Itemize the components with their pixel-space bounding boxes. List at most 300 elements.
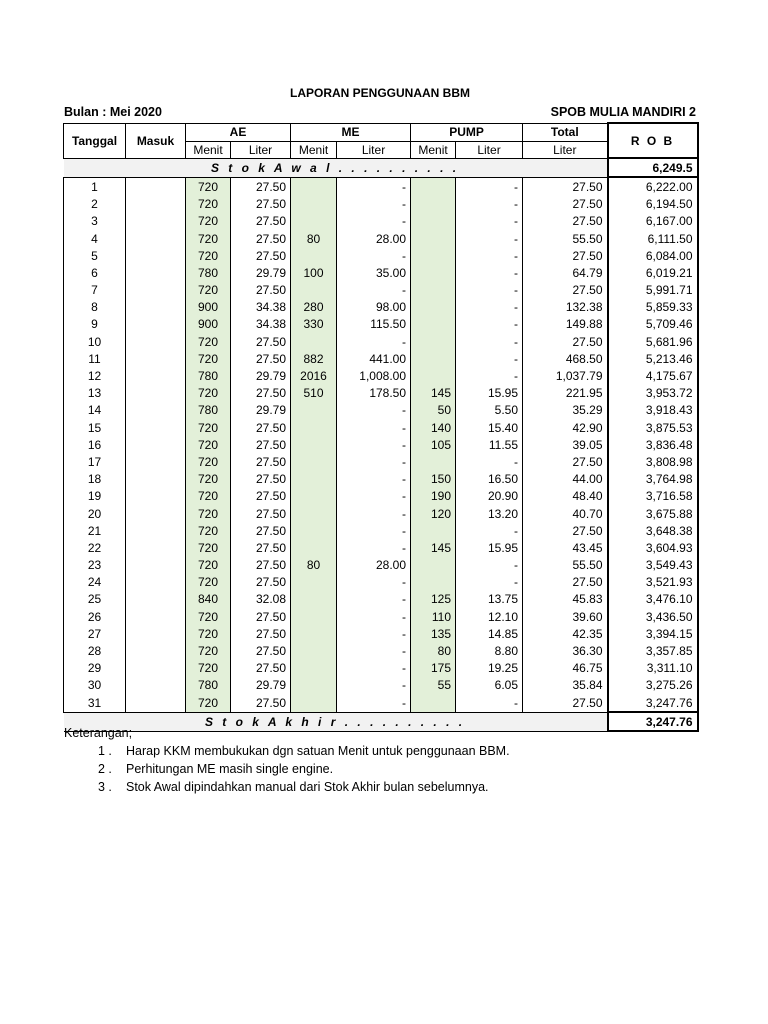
- table-row: [64, 471, 698, 488]
- cell-rob: 6,019.21: [608, 264, 698, 281]
- cell-me-menit: [291, 419, 337, 436]
- cell-me-liter: -: [337, 539, 411, 556]
- table-row: [64, 488, 698, 505]
- cell-ae-menit: 720: [186, 196, 231, 213]
- cell-pump-menit: [411, 196, 456, 213]
- cell-ae-liter: 32.08: [231, 591, 291, 608]
- cell-pump-menit: 55: [411, 677, 456, 694]
- cell-rob: 3,549.43: [608, 557, 698, 574]
- cell-rob: 3,275.26: [608, 677, 698, 694]
- cell-me-liter: 178.50: [337, 385, 411, 402]
- table-row: [64, 608, 698, 625]
- col-header-masuk: Masuk: [126, 123, 186, 158]
- cell-tanggal: 10: [64, 333, 126, 350]
- cell-me-liter: -: [337, 453, 411, 470]
- cell-tanggal: 31: [64, 694, 126, 712]
- cell-tanggal: 29: [64, 660, 126, 677]
- cell-tanggal: 30: [64, 677, 126, 694]
- cell-pump-liter: -: [456, 350, 523, 367]
- table-row: [64, 642, 698, 659]
- cell-masuk: [126, 522, 186, 539]
- cell-pump-menit: [411, 299, 456, 316]
- cell-pump-menit: [411, 557, 456, 574]
- cell-ae-menit: 720: [186, 385, 231, 402]
- cell-total-liter: 43.45: [523, 539, 608, 556]
- cell-ae-liter: 34.38: [231, 299, 291, 316]
- col-header-ae: AE: [186, 123, 291, 141]
- table-row: [64, 574, 698, 591]
- cell-ae-liter: 27.50: [231, 625, 291, 642]
- cell-tanggal: 21: [64, 522, 126, 539]
- report-title: LAPORAN PENGGUNAAN BBM: [290, 86, 470, 100]
- subheader-pump-liter: Liter: [456, 141, 523, 158]
- cell-tanggal: 15: [64, 419, 126, 436]
- cell-masuk: [126, 333, 186, 350]
- cell-ae-menit: 720: [186, 488, 231, 505]
- notes-heading: Keterangan;: [64, 726, 133, 740]
- cell-tanggal: 16: [64, 436, 126, 453]
- table-row: [64, 591, 698, 608]
- cell-rob: 3,918.43: [608, 402, 698, 419]
- table-row: [64, 660, 698, 677]
- cell-rob: 6,167.00: [608, 213, 698, 230]
- cell-pump-liter: 13.20: [456, 505, 523, 522]
- cell-me-liter: -: [337, 282, 411, 299]
- cell-pump-menit: [411, 177, 456, 195]
- table-row: [64, 282, 698, 299]
- cell-me-liter: -: [337, 677, 411, 694]
- table-row: [64, 316, 698, 333]
- cell-me-menit: [291, 608, 337, 625]
- cell-me-liter: -: [337, 625, 411, 642]
- cell-masuk: [126, 299, 186, 316]
- cell-ae-liter: 27.50: [231, 333, 291, 350]
- cell-masuk: [126, 539, 186, 556]
- table-row: [64, 230, 698, 247]
- cell-pump-liter: -: [456, 367, 523, 384]
- cell-rob: 3,675.88: [608, 505, 698, 522]
- cell-rob: 3,311.10: [608, 660, 698, 677]
- cell-me-menit: [291, 453, 337, 470]
- cell-masuk: [126, 350, 186, 367]
- cell-me-menit: [291, 642, 337, 659]
- cell-ae-menit: 720: [186, 230, 231, 247]
- cell-rob: 3,808.98: [608, 453, 698, 470]
- cell-me-menit: 510: [291, 385, 337, 402]
- table-row: [64, 436, 698, 453]
- cell-ae-liter: 27.50: [231, 694, 291, 712]
- cell-tanggal: 1: [64, 177, 126, 195]
- cell-ae-menit: 720: [186, 282, 231, 299]
- cell-masuk: [126, 453, 186, 470]
- cell-pump-liter: 15.40: [456, 419, 523, 436]
- cell-masuk: [126, 367, 186, 384]
- cell-pump-liter: 15.95: [456, 539, 523, 556]
- cell-ae-menit: 780: [186, 402, 231, 419]
- cell-pump-liter: 15.95: [456, 385, 523, 402]
- cell-pump-liter: 14.85: [456, 625, 523, 642]
- cell-pump-menit: [411, 230, 456, 247]
- cell-tanggal: 13: [64, 385, 126, 402]
- cell-ae-menit: 720: [186, 608, 231, 625]
- subheader-me-menit: Menit: [291, 141, 337, 158]
- note-item: [64, 742, 510, 760]
- table-row: [64, 367, 698, 384]
- cell-pump-menit: [411, 333, 456, 350]
- cell-masuk: [126, 694, 186, 712]
- cell-pump-menit: [411, 367, 456, 384]
- note-item: [64, 760, 510, 778]
- cell-pump-menit: 110: [411, 608, 456, 625]
- cell-pump-menit: 175: [411, 660, 456, 677]
- cell-me-liter: 35.00: [337, 264, 411, 281]
- cell-ae-liter: 29.79: [231, 367, 291, 384]
- table-row: [64, 522, 698, 539]
- cell-me-liter: -: [337, 419, 411, 436]
- cell-tanggal: 22: [64, 539, 126, 556]
- cell-me-menit: [291, 660, 337, 677]
- cell-tanggal: 28: [64, 642, 126, 659]
- cell-ae-liter: 27.50: [231, 282, 291, 299]
- cell-pump-liter: -: [456, 196, 523, 213]
- cell-tanggal: 27: [64, 625, 126, 642]
- cell-ae-liter: 27.50: [231, 196, 291, 213]
- cell-total-liter: 55.50: [523, 230, 608, 247]
- cell-masuk: [126, 419, 186, 436]
- cell-ae-liter: 27.50: [231, 574, 291, 591]
- note-text: Harap KKM membukukan dgn satuan Menit untuk penggunaan BBM.: [126, 744, 510, 758]
- cell-me-menit: [291, 282, 337, 299]
- cell-ae-menit: 900: [186, 299, 231, 316]
- cell-total-liter: 221.95: [523, 385, 608, 402]
- cell-tanggal: 8: [64, 299, 126, 316]
- cell-masuk: [126, 316, 186, 333]
- table-row: [64, 333, 698, 350]
- cell-me-menit: [291, 539, 337, 556]
- stok-awal-row: [64, 158, 698, 177]
- cell-masuk: [126, 660, 186, 677]
- cell-ae-menit: 780: [186, 677, 231, 694]
- cell-pump-liter: 6.05: [456, 677, 523, 694]
- cell-pump-liter: 16.50: [456, 471, 523, 488]
- cell-ae-menit: 720: [186, 642, 231, 659]
- cell-me-liter: -: [337, 608, 411, 625]
- note-text: Stok Awal dipindahkan manual dari Stok Akhir bulan sebelumnya.: [126, 780, 489, 794]
- cell-rob: 3,247.76: [608, 694, 698, 712]
- cell-masuk: [126, 574, 186, 591]
- cell-tanggal: 23: [64, 557, 126, 574]
- cell-masuk: [126, 625, 186, 642]
- cell-pump-menit: [411, 247, 456, 264]
- cell-ae-menit: 720: [186, 574, 231, 591]
- stok-akhir-value: 3,247.76: [608, 712, 698, 731]
- col-header-me: ME: [291, 123, 411, 141]
- subheader-me-liter: Liter: [337, 141, 411, 158]
- cell-tanggal: 18: [64, 471, 126, 488]
- cell-pump-liter: -: [456, 247, 523, 264]
- cell-tanggal: 26: [64, 608, 126, 625]
- cell-me-liter: -: [337, 694, 411, 712]
- cell-rob: 3,604.93: [608, 539, 698, 556]
- cell-masuk: [126, 557, 186, 574]
- cell-me-menit: [291, 177, 337, 195]
- cell-rob: 3,648.38: [608, 522, 698, 539]
- table-row: [64, 177, 698, 195]
- cell-total-liter: 27.50: [523, 196, 608, 213]
- cell-rob: 3,436.50: [608, 608, 698, 625]
- cell-pump-liter: -: [456, 574, 523, 591]
- col-header-rob: R O B: [608, 123, 698, 158]
- cell-rob: 5,859.33: [608, 299, 698, 316]
- cell-pump-liter: 5.50: [456, 402, 523, 419]
- cell-rob: 5,681.96: [608, 333, 698, 350]
- cell-me-menit: [291, 625, 337, 642]
- cell-ae-menit: 720: [186, 522, 231, 539]
- cell-ae-liter: 27.50: [231, 557, 291, 574]
- cell-total-liter: 35.84: [523, 677, 608, 694]
- daily-rows: [64, 177, 698, 712]
- cell-ae-liter: 27.50: [231, 522, 291, 539]
- report-month: Bulan : Mei 2020: [64, 105, 162, 119]
- cell-me-menit: 280: [291, 299, 337, 316]
- cell-tanggal: 17: [64, 453, 126, 470]
- cell-rob: 5,991.71: [608, 282, 698, 299]
- cell-tanggal: 5: [64, 247, 126, 264]
- cell-tanggal: 25: [64, 591, 126, 608]
- cell-pump-liter: -: [456, 230, 523, 247]
- cell-me-menit: 80: [291, 557, 337, 574]
- subheader-ae-liter: Liter: [231, 141, 291, 158]
- cell-ae-liter: 27.50: [231, 385, 291, 402]
- cell-rob: 6,194.50: [608, 196, 698, 213]
- cell-total-liter: 27.50: [523, 247, 608, 264]
- cell-ae-menit: 840: [186, 591, 231, 608]
- cell-masuk: [126, 591, 186, 608]
- cell-masuk: [126, 402, 186, 419]
- cell-ae-liter: 27.50: [231, 213, 291, 230]
- cell-total-liter: 468.50: [523, 350, 608, 367]
- cell-total-liter: 27.50: [523, 694, 608, 712]
- cell-ae-menit: 720: [186, 350, 231, 367]
- cell-me-menit: [291, 333, 337, 350]
- cell-pump-liter: -: [456, 264, 523, 281]
- cell-ae-liter: 29.79: [231, 677, 291, 694]
- cell-me-menit: [291, 488, 337, 505]
- cell-pump-menit: [411, 264, 456, 281]
- cell-ae-liter: 27.50: [231, 247, 291, 264]
- table-row: [64, 625, 698, 642]
- cell-pump-menit: 150: [411, 471, 456, 488]
- table-row: [64, 539, 698, 556]
- table-row: [64, 694, 698, 712]
- cell-total-liter: 27.50: [523, 282, 608, 299]
- cell-rob: 6,111.50: [608, 230, 698, 247]
- cell-rob: 3,716.58: [608, 488, 698, 505]
- cell-me-liter: -: [337, 591, 411, 608]
- cell-tanggal: 19: [64, 488, 126, 505]
- cell-ae-menit: 720: [186, 419, 231, 436]
- cell-total-liter: 44.00: [523, 471, 608, 488]
- cell-masuk: [126, 282, 186, 299]
- cell-ae-liter: 27.50: [231, 350, 291, 367]
- cell-total-liter: 64.79: [523, 264, 608, 281]
- cell-me-menit: [291, 694, 337, 712]
- cell-ae-liter: 34.38: [231, 316, 291, 333]
- cell-total-liter: 132.38: [523, 299, 608, 316]
- cell-pump-liter: -: [456, 694, 523, 712]
- cell-me-menit: 100: [291, 264, 337, 281]
- subheader-total-liter: Liter: [523, 141, 608, 158]
- cell-ae-liter: 27.50: [231, 660, 291, 677]
- cell-tanggal: 7: [64, 282, 126, 299]
- cell-total-liter: 1,037.79: [523, 367, 608, 384]
- cell-pump-menit: [411, 316, 456, 333]
- cell-ae-liter: 27.50: [231, 453, 291, 470]
- cell-pump-liter: 20.90: [456, 488, 523, 505]
- cell-pump-menit: 105: [411, 436, 456, 453]
- cell-ae-menit: 720: [186, 694, 231, 712]
- table-row: [64, 677, 698, 694]
- cell-me-liter: -: [337, 196, 411, 213]
- cell-pump-menit: 125: [411, 591, 456, 608]
- cell-pump-liter: -: [456, 453, 523, 470]
- cell-rob: 6,084.00: [608, 247, 698, 264]
- cell-total-liter: 149.88: [523, 316, 608, 333]
- cell-masuk: [126, 677, 186, 694]
- cell-masuk: [126, 436, 186, 453]
- cell-me-liter: -: [337, 247, 411, 264]
- cell-tanggal: 9: [64, 316, 126, 333]
- note-number: 1 .: [98, 744, 112, 758]
- cell-ae-liter: 27.50: [231, 436, 291, 453]
- cell-me-menit: [291, 574, 337, 591]
- cell-me-menit: 882: [291, 350, 337, 367]
- cell-pump-menit: [411, 213, 456, 230]
- cell-total-liter: 27.50: [523, 213, 608, 230]
- cell-total-liter: 46.75: [523, 660, 608, 677]
- cell-rob: 3,836.48: [608, 436, 698, 453]
- cell-masuk: [126, 608, 186, 625]
- cell-me-menit: [291, 436, 337, 453]
- cell-total-liter: 48.40: [523, 488, 608, 505]
- cell-me-liter: -: [337, 177, 411, 195]
- cell-pump-menit: 190: [411, 488, 456, 505]
- col-header-total: Total: [523, 123, 608, 141]
- table-row: [64, 402, 698, 419]
- cell-total-liter: 39.60: [523, 608, 608, 625]
- cell-total-liter: 55.50: [523, 557, 608, 574]
- cell-total-liter: 27.50: [523, 453, 608, 470]
- note-number: 3 .: [98, 780, 112, 794]
- cell-me-menit: [291, 677, 337, 694]
- cell-masuk: [126, 177, 186, 195]
- cell-me-liter: -: [337, 574, 411, 591]
- cell-rob: 3,394.15: [608, 625, 698, 642]
- cell-masuk: [126, 264, 186, 281]
- stok-awal-value: 6,249.5: [608, 158, 698, 177]
- cell-me-liter: 28.00: [337, 557, 411, 574]
- cell-rob: 3,521.93: [608, 574, 698, 591]
- cell-ae-liter: 27.50: [231, 488, 291, 505]
- cell-me-menit: [291, 213, 337, 230]
- cell-me-liter: 28.00: [337, 230, 411, 247]
- cell-tanggal: 3: [64, 213, 126, 230]
- table-row: [64, 505, 698, 522]
- cell-tanggal: 12: [64, 367, 126, 384]
- cell-pump-liter: 13.75: [456, 591, 523, 608]
- cell-rob: 5,213.46: [608, 350, 698, 367]
- cell-me-liter: -: [337, 522, 411, 539]
- cell-pump-menit: 50: [411, 402, 456, 419]
- cell-ae-liter: 27.50: [231, 471, 291, 488]
- cell-masuk: [126, 247, 186, 264]
- cell-total-liter: 35.29: [523, 402, 608, 419]
- cell-ae-liter: 27.50: [231, 608, 291, 625]
- cell-masuk: [126, 213, 186, 230]
- cell-me-liter: -: [337, 402, 411, 419]
- cell-me-menit: 80: [291, 230, 337, 247]
- cell-pump-liter: 12.10: [456, 608, 523, 625]
- cell-me-liter: -: [337, 488, 411, 505]
- vessel-name: SPOB MULIA MANDIRI 2: [550, 105, 696, 119]
- cell-total-liter: 27.50: [523, 333, 608, 350]
- stok-akhir-label: S t o k A k h i r . . . . . . . . . .: [64, 712, 608, 731]
- cell-me-liter: -: [337, 213, 411, 230]
- col-header-tanggal: Tanggal: [64, 123, 126, 158]
- cell-ae-liter: 27.50: [231, 642, 291, 659]
- table-row: [64, 247, 698, 264]
- cell-rob: 4,175.67: [608, 367, 698, 384]
- cell-pump-liter: -: [456, 299, 523, 316]
- cell-pump-menit: 145: [411, 539, 456, 556]
- cell-me-liter: -: [337, 436, 411, 453]
- cell-masuk: [126, 471, 186, 488]
- cell-pump-liter: 11.55: [456, 436, 523, 453]
- cell-total-liter: 27.50: [523, 177, 608, 195]
- cell-me-liter: -: [337, 471, 411, 488]
- cell-total-liter: 27.50: [523, 522, 608, 539]
- cell-masuk: [126, 385, 186, 402]
- cell-tanggal: 4: [64, 230, 126, 247]
- cell-total-liter: 42.90: [523, 419, 608, 436]
- fuel-usage-table: [63, 122, 699, 732]
- cell-tanggal: 6: [64, 264, 126, 281]
- table-row: [64, 453, 698, 470]
- cell-me-liter: 115.50: [337, 316, 411, 333]
- cell-rob: 3,953.72: [608, 385, 698, 402]
- cell-tanggal: 2: [64, 196, 126, 213]
- cell-rob: 3,875.53: [608, 419, 698, 436]
- cell-tanggal: 24: [64, 574, 126, 591]
- cell-me-liter: 1,008.00: [337, 367, 411, 384]
- table-row: [64, 419, 698, 436]
- col-header-pump: PUMP: [411, 123, 523, 141]
- cell-me-menit: [291, 591, 337, 608]
- cell-me-menit: [291, 471, 337, 488]
- cell-pump-liter: -: [456, 522, 523, 539]
- cell-rob: 6,222.00: [608, 177, 698, 195]
- cell-pump-menit: [411, 350, 456, 367]
- cell-pump-menit: 145: [411, 385, 456, 402]
- cell-pump-menit: [411, 453, 456, 470]
- cell-ae-menit: 720: [186, 333, 231, 350]
- cell-ae-menit: 780: [186, 367, 231, 384]
- cell-me-liter: 98.00: [337, 299, 411, 316]
- cell-ae-menit: 720: [186, 453, 231, 470]
- cell-tanggal: 11: [64, 350, 126, 367]
- cell-pump-menit: 140: [411, 419, 456, 436]
- cell-ae-menit: 720: [186, 660, 231, 677]
